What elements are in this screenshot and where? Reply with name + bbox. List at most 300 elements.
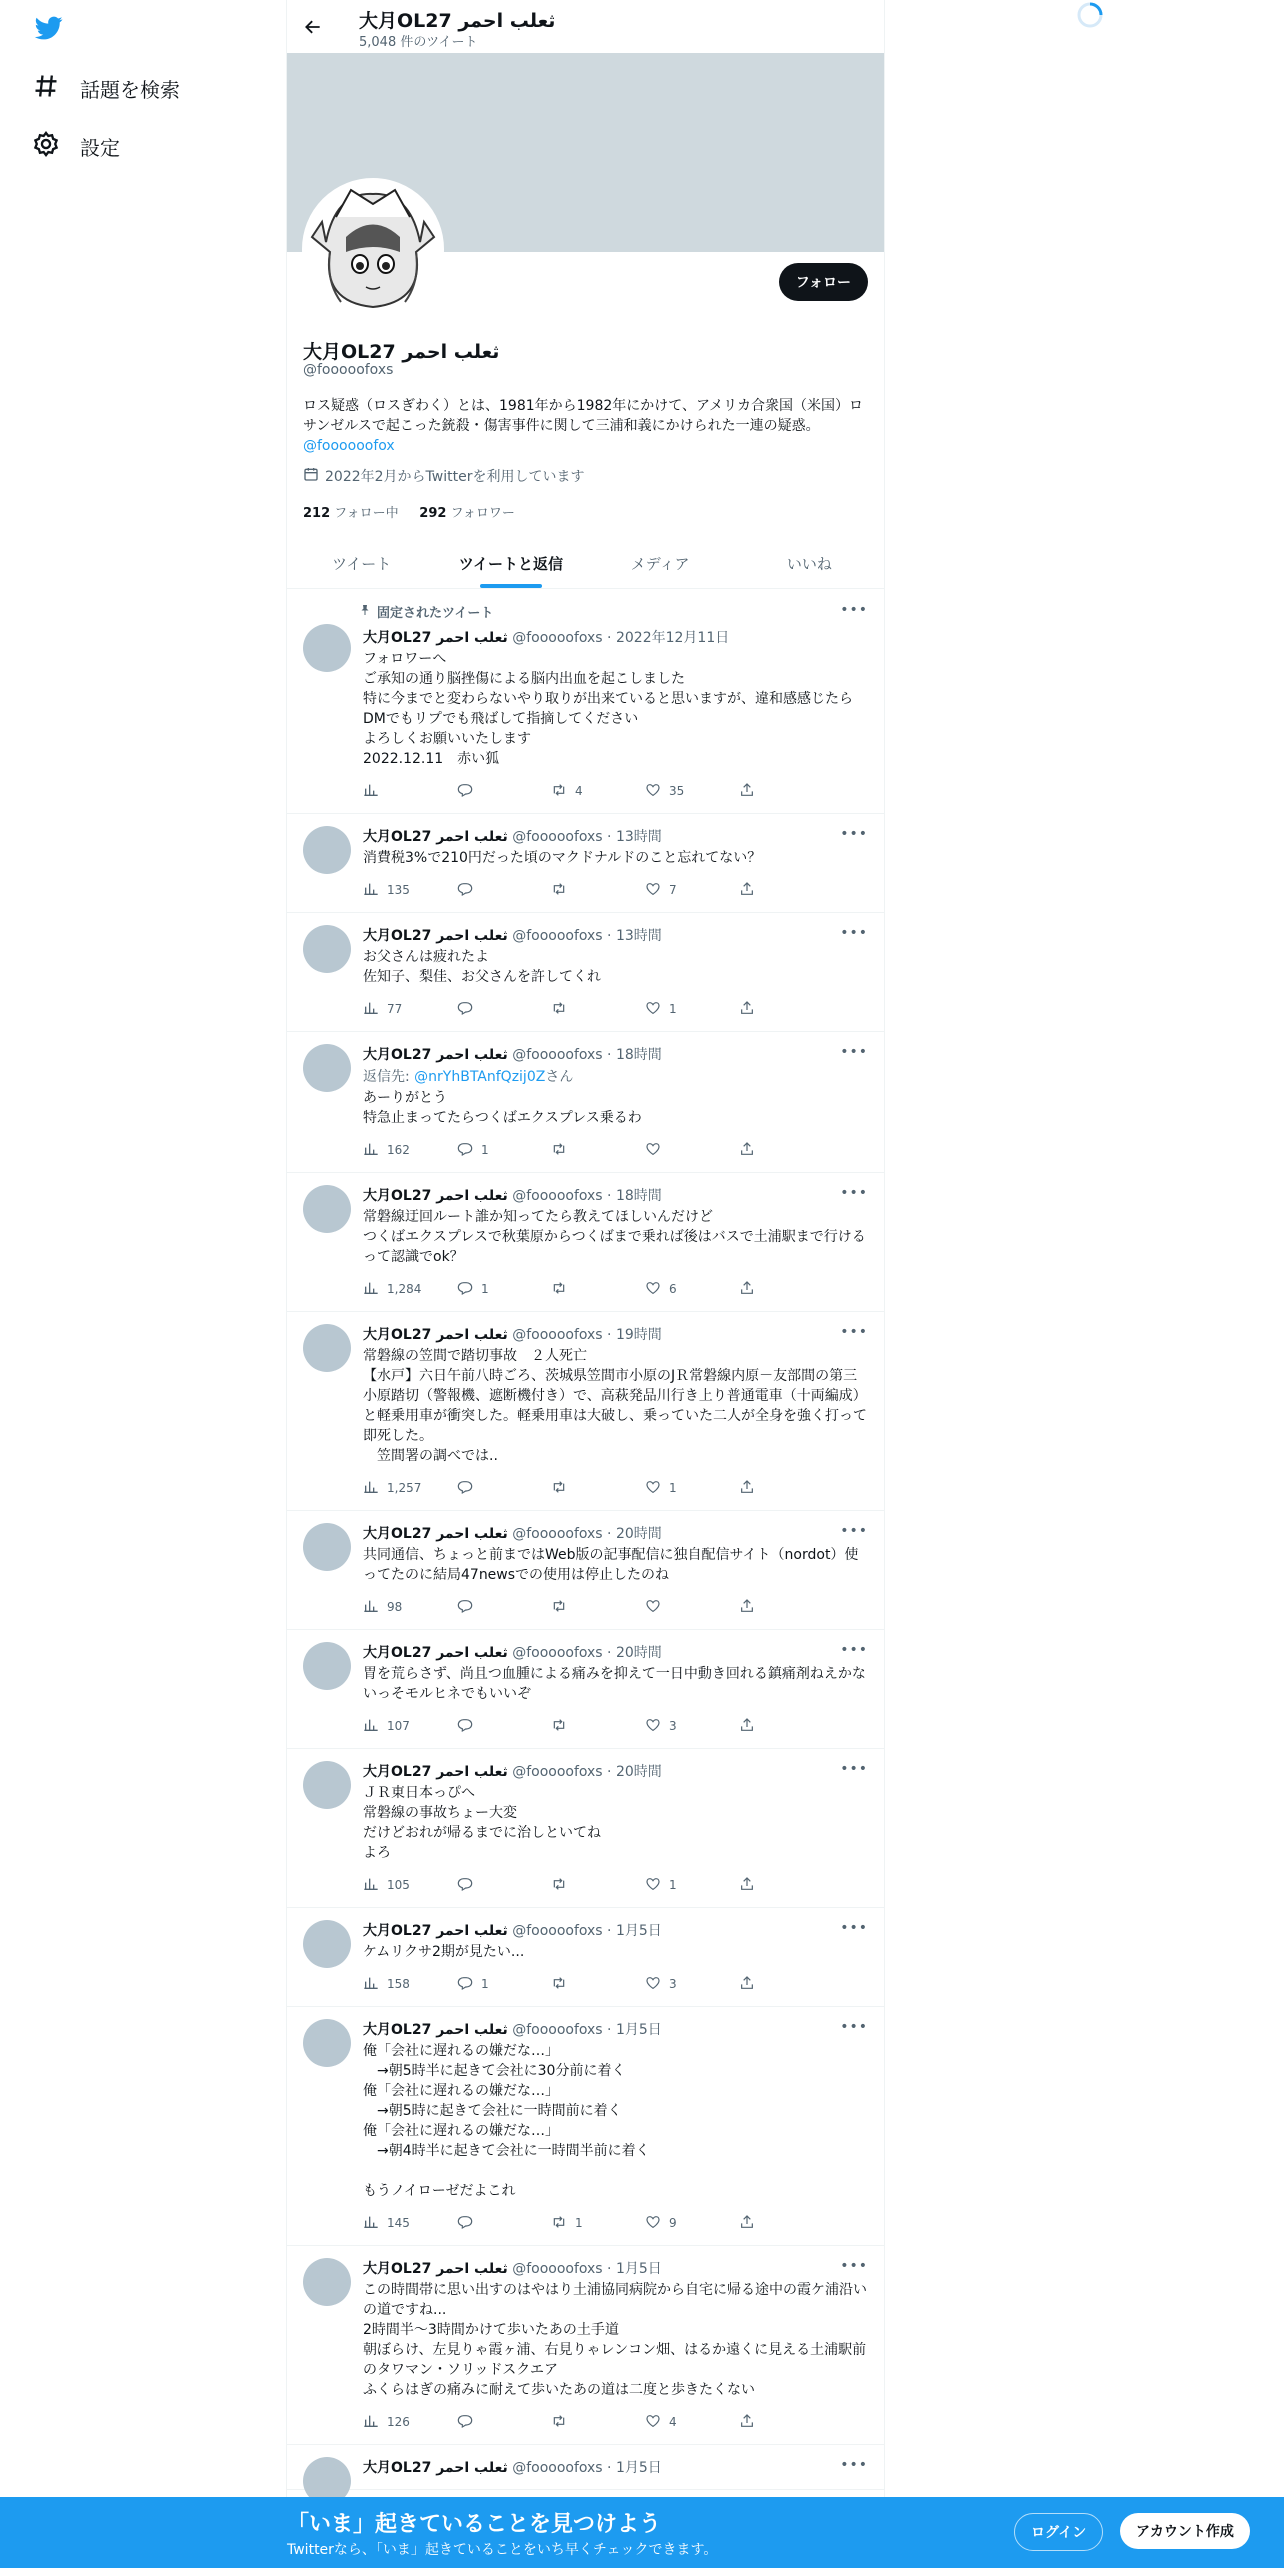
tweet-author-name[interactable]: 大月OL27 ثعلب احمر — [363, 1526, 508, 1542]
nav-explore[interactable] — [32, 72, 180, 105]
share-action[interactable] — [739, 1141, 769, 1160]
tweet-author-handle[interactable]: @fooooofoxs — [512, 2022, 603, 2038]
like-action[interactable] — [645, 1717, 739, 1736]
like-icon — [645, 2214, 661, 2233]
share-action[interactable] — [739, 1280, 769, 1299]
tweet-author-handle[interactable]: @fooooofoxs — [512, 2261, 603, 2277]
retweet-icon — [551, 2413, 567, 2432]
profile-joined — [303, 466, 584, 486]
more-options-icon[interactable]: ••• — [840, 1761, 868, 1777]
reply-to: 返信先: @nrYhBTAnfQzij0Zさん — [363, 1069, 574, 1085]
tweet-avatar[interactable] — [303, 2258, 351, 2306]
views-count: 105 — [387, 1878, 410, 1892]
reply-action[interactable] — [457, 2413, 551, 2432]
reply-action[interactable] — [457, 1876, 551, 1895]
signup-button[interactable]: アカウント作成 — [1120, 2513, 1250, 2549]
tweet-meta: 大月OL27 ثعلب احمر @fooooofoxs · 1月5日 — [363, 1923, 662, 1939]
tweet-text: お父さんは疲れたよ 佐知子、梨佳、お父さんを許してくれ — [363, 949, 601, 985]
follow-button[interactable]: フォロー — [779, 263, 868, 301]
retweet-action[interactable] — [551, 1479, 645, 1498]
following-label: フォロー中 — [330, 506, 399, 521]
views-count: 98 — [387, 1600, 403, 1614]
twitter-logo-icon[interactable] — [33, 14, 65, 46]
tab-likes[interactable]: いいね — [786, 555, 832, 573]
share-icon — [739, 1000, 755, 1019]
tweet-author-name[interactable]: 大月OL27 ثعلب احمر — [363, 2460, 508, 2476]
share-action[interactable] — [739, 1975, 769, 1994]
tweet-author-handle[interactable]: @fooooofoxs — [512, 928, 603, 944]
tweet-meta: 大月OL27 ثعلب احمر @fooooofoxs · 18時間 — [363, 1047, 662, 1063]
nav-settings-label: 設定 — [80, 136, 120, 160]
tweet-author-name[interactable]: 大月OL27 ثعلب احمر — [363, 1188, 508, 1204]
tweet-avatar[interactable] — [303, 1523, 351, 1571]
analytics-icon — [363, 1000, 379, 1019]
bio-mention-link[interactable]: @foooooofox — [303, 438, 395, 454]
share-icon — [739, 1141, 755, 1160]
reply-icon — [457, 1876, 473, 1895]
tweet[interactable] — [287, 1908, 884, 2007]
share-icon — [739, 782, 755, 801]
tweet-text: 共同通信、ちょっと前まではWeb版の記事配信に独自配信サイト（nordot）使ってたのに結局47newsでの使用は停止したのね — [363, 1547, 859, 1583]
views-action[interactable] — [363, 1141, 457, 1160]
retweet-action[interactable] — [551, 1280, 645, 1299]
views-count: 1,284 — [387, 1282, 422, 1296]
share-action[interactable] — [739, 1000, 769, 1019]
followers-count: 292 — [419, 506, 447, 521]
views-count: 77 — [387, 1002, 403, 1016]
reply-action[interactable] — [457, 1479, 551, 1498]
tweet-author-name[interactable]: 大月OL27 ثعلب احمر — [363, 829, 508, 845]
share-icon — [739, 1876, 755, 1895]
tweet-time[interactable]: 1月5日 — [615, 2022, 662, 2038]
gear-icon — [32, 130, 60, 163]
tweet[interactable] — [287, 2007, 884, 2246]
like-action[interactable] — [645, 1975, 739, 1994]
views-action[interactable] — [363, 1717, 457, 1736]
share-icon — [739, 2214, 755, 2233]
tweet-time[interactable]: 20時間 — [615, 1526, 662, 1542]
share-icon — [739, 1280, 755, 1299]
share-action[interactable] — [739, 2214, 769, 2233]
analytics-icon — [363, 1479, 379, 1498]
tweet-actions — [363, 2412, 803, 2432]
reply-icon — [457, 2214, 473, 2233]
share-icon — [739, 2413, 755, 2432]
reply-action[interactable] — [457, 1280, 551, 1299]
calendar-icon — [303, 466, 319, 486]
retweet-action[interactable] — [551, 1876, 645, 1895]
views-action[interactable] — [363, 881, 457, 900]
tweet[interactable] — [287, 1630, 884, 1749]
like-count: 1 — [669, 1481, 677, 1495]
followers-label: フォロワー — [446, 506, 515, 521]
views-count: 145 — [387, 2216, 410, 2230]
tweet-avatar[interactable] — [303, 1185, 351, 1233]
tweet-avatar[interactable] — [303, 826, 351, 874]
views-count: 107 — [387, 1719, 410, 1733]
like-icon — [645, 1975, 661, 1994]
tweet-avatar[interactable] — [303, 925, 351, 973]
tweet-author-handle[interactable]: @fooooofoxs — [512, 2460, 603, 2476]
tweet-time[interactable]: 1月5日 — [615, 2261, 662, 2277]
retweet-icon — [551, 1598, 567, 1617]
analytics-icon — [363, 1975, 379, 1994]
share-icon — [739, 1479, 755, 1498]
like-count: 3 — [669, 1719, 677, 1733]
share-action[interactable] — [739, 1876, 769, 1895]
reply-count: 1 — [481, 1977, 489, 1991]
tweet-author-name[interactable]: 大月OL27 ثعلب احمر — [363, 2261, 508, 2277]
following-link[interactable] — [303, 506, 399, 521]
analytics-icon — [363, 2413, 379, 2432]
reply-icon — [457, 1141, 473, 1160]
analytics-icon — [363, 1717, 379, 1736]
retweet-icon — [551, 1717, 567, 1736]
tweet-author-name[interactable]: 大月OL27 ثعلب احمر — [363, 1923, 508, 1939]
tab-tweets-and-replies[interactable]: ツイートと返信 — [436, 537, 585, 588]
tweet-time[interactable]: 18時間 — [615, 1188, 662, 1204]
tweet-time[interactable]: 20時間 — [615, 1764, 662, 1780]
tweet[interactable] — [287, 1173, 884, 1312]
views-action[interactable] — [363, 1280, 457, 1299]
reply-icon — [457, 1598, 473, 1617]
share-action[interactable] — [739, 782, 769, 801]
reply-icon — [457, 1717, 473, 1736]
retweet-icon — [551, 1479, 567, 1498]
views-count: 135 — [387, 883, 410, 897]
tweet-text: 常磐線の笠間で踏切事故 ２人死亡 【水戸】六日午前八時ごろ、茨城県笠間市小原のJＲ常磐線内原－友部間の第三小原踏切（警報機、遮断機付き）で、高萩発品川行き上り普通電車（十両編成）と軽乗用車が衝突した。軽乗用車は大破し、乗っていた二人が全身を強く打って即死した。 笠間署の調べでは.. — [363, 1348, 867, 1464]
header-title: 大月OL27 ثعلب احمر — [359, 10, 556, 32]
reply-icon — [457, 1975, 473, 1994]
profile-name: 大月OL27 ثعلب احمر — [303, 341, 500, 363]
tweet-actions — [363, 999, 803, 1019]
reply-action[interactable] — [457, 1598, 551, 1617]
like-count: 1 — [669, 1878, 677, 1892]
tweet-feed — [287, 590, 884, 2490]
retweet-action[interactable] — [551, 1141, 645, 1160]
retweet-action[interactable] — [551, 2214, 645, 2233]
like-action[interactable] — [645, 1598, 739, 1617]
tweet-time[interactable]: 13時間 — [615, 829, 662, 845]
tweet-text: フォロワーへ ご承知の通り脳挫傷による脳内出血を起こしました 特に今までと変わらないやり取りが出来ていると思いますが、違和感感じたらDMでもリプでも飛ばして指摘してください よろしくお願いいたします 2022.12.11 赤い狐 — [363, 651, 853, 767]
pin-icon — [359, 604, 371, 620]
tweet[interactable] — [287, 1032, 884, 1173]
like-count: 9 — [669, 2216, 677, 2230]
tweet[interactable] — [287, 2246, 884, 2445]
reply-action[interactable] — [457, 782, 551, 801]
share-action[interactable] — [739, 1479, 769, 1498]
tweet-text: ＪＲ東日本っぴへ 常磐線の事故ちょー大変 だけどおれが帰るまでに治しといてね よろ — [363, 1785, 601, 1861]
profile-tabs — [287, 537, 884, 589]
tweet-meta: 大月OL27 ثعلب احمر @fooooofoxs · 1月5日 — [363, 2460, 662, 2476]
more-options-icon[interactable]: ••• — [840, 1920, 868, 1936]
back-arrow-icon[interactable] — [303, 17, 323, 41]
share-icon — [739, 1717, 755, 1736]
tweet-author-name[interactable]: 大月OL27 ثعلب احمر — [363, 1764, 508, 1780]
analytics-icon — [363, 2214, 379, 2233]
like-count: 3 — [669, 1977, 677, 1991]
views-count: 1,257 — [387, 1481, 422, 1495]
tweet-author-handle[interactable]: @fooooofoxs — [512, 1645, 603, 1661]
tweet-actions — [363, 1140, 803, 1160]
analytics-icon — [363, 1598, 379, 1617]
like-count: 1 — [669, 1002, 677, 1016]
tweet[interactable] — [287, 1749, 884, 1908]
share-icon — [739, 1975, 755, 1994]
tweet-time[interactable]: 2022年12月11日 — [615, 630, 730, 646]
more-options-icon[interactable]: ••• — [840, 1523, 868, 1539]
like-icon — [645, 782, 661, 801]
more-options-icon[interactable]: ••• — [840, 602, 868, 618]
tweet[interactable] — [287, 814, 884, 913]
retweet-icon — [551, 2214, 567, 2233]
bottom-bar-title: 「いま」起きていることを見つけよう — [287, 2512, 662, 2537]
tweet-meta: 大月OL27 ثعلب احمر @fooooofoxs · 13時間 — [363, 928, 662, 944]
hashtag-icon — [32, 72, 60, 105]
analytics-icon — [363, 782, 379, 801]
retweet-action[interactable] — [551, 1000, 645, 1019]
like-count: 4 — [669, 2415, 677, 2429]
share-action[interactable] — [739, 1598, 769, 1617]
retweet-action[interactable] — [551, 1975, 645, 1994]
retweet-count: 1 — [575, 2216, 583, 2230]
pinned-label — [359, 602, 868, 621]
more-options-icon[interactable]: ••• — [840, 1185, 868, 1201]
views-action[interactable] — [363, 1876, 457, 1895]
like-icon — [645, 1717, 661, 1736]
tweet-author-handle[interactable]: @fooooofoxs — [512, 1526, 603, 1542]
tweet-actions — [363, 1478, 803, 1498]
tweet-meta: 大月OL27 ثعلب احمر @fooooofoxs · 1月5日 — [363, 2022, 662, 2038]
tweet-author-name[interactable]: 大月OL27 ثعلب احمر — [363, 1047, 508, 1063]
retweet-action[interactable] — [551, 2413, 645, 2432]
tweet-actions — [363, 781, 803, 801]
profile-stats — [303, 502, 515, 521]
tweet-time[interactable]: 18時間 — [615, 1047, 662, 1063]
retweet-action[interactable] — [551, 782, 645, 801]
like-action[interactable] — [645, 1000, 739, 1019]
like-icon — [645, 1479, 661, 1498]
analytics-icon — [363, 1141, 379, 1160]
tweet-actions — [363, 2213, 803, 2233]
retweet-icon — [551, 1141, 567, 1160]
tweet-meta: 大月OL27 ثعلب احمر @fooooofoxs · 20時間 — [363, 1645, 662, 1661]
views-action[interactable] — [363, 2214, 457, 2233]
login-button[interactable]: ログイン — [1014, 2513, 1103, 2551]
reply-icon — [457, 1280, 473, 1299]
tweet-time[interactable]: 13時間 — [615, 928, 662, 944]
tweet-meta: 大月OL27 ثعلب احمر @fooooofoxs · 2022年12月11日 — [363, 630, 730, 646]
retweet-icon — [551, 1876, 567, 1895]
following-count: 212 — [303, 506, 331, 521]
bottom-bar-subtitle: Twitterなら、「いま」起きていることをいち早くチェックできます。 — [287, 2542, 718, 2558]
like-action[interactable] — [645, 2413, 739, 2432]
profile-avatar[interactable] — [302, 178, 444, 320]
retweet-action[interactable] — [551, 1717, 645, 1736]
tweet-time[interactable]: 19時間 — [615, 1327, 662, 1343]
tweet-text: 俺「会社に遅れるの嫌だな…」 →朝5時半に起きて会社に30分前に着く 俺「会社に遅れるの嫌だな…」 →朝5時に起きて会社に一時間前に着く 俺「会社に遅れるの嫌だな…」 →朝4時半に起きて会社に一時間半前に着く もうノイローゼだよこれ — [363, 2043, 650, 2199]
tweet-author-name[interactable]: 大月OL27 ثعلب احمر — [363, 1645, 508, 1661]
share-icon — [739, 1598, 755, 1617]
like-action[interactable] — [645, 2214, 739, 2233]
like-icon — [645, 881, 661, 900]
tweet-author-name[interactable]: 大月OL27 ثعلب احمر — [363, 2022, 508, 2038]
reply-action[interactable] — [457, 1717, 551, 1736]
views-action[interactable] — [363, 1975, 457, 1994]
joined-text: 2022年2月からTwitterを利用しています — [325, 469, 585, 485]
views-action[interactable] — [363, 1000, 457, 1019]
followers-link[interactable] — [419, 506, 515, 521]
tweet-text: ケムリクサ2期が見たい... — [363, 1944, 525, 1960]
share-action[interactable] — [739, 1717, 769, 1736]
like-action[interactable] — [645, 881, 739, 900]
tweet-text: 胃を荒らさず、尚且つ血腫による痛みを抑えて一日中動き回れる鎮痛剤ねえかな いっそモルヒネでもいいぞ — [363, 1666, 866, 1702]
more-options-icon[interactable]: ••• — [840, 925, 868, 941]
retweet-action[interactable] — [551, 881, 645, 900]
more-options-icon[interactable]: ••• — [840, 2019, 868, 2035]
like-count: 6 — [669, 1282, 677, 1296]
tweet-meta: 大月OL27 ثعلب احمر @fooooofoxs · 20時間 — [363, 1526, 662, 1542]
tweet[interactable] — [287, 590, 884, 814]
views-action[interactable] — [363, 2413, 457, 2432]
like-action[interactable] — [645, 782, 739, 801]
nav-explore-label: 話題を検索 — [80, 78, 180, 102]
retweet-icon — [551, 881, 567, 900]
tweet-text: この時間帯に思い出すのはやはり土浦協同病院から自宅に帰る途中の霞ケ浦沿いの道ですね... 2時間半～3時間かけて歩いたあの土手道 朝ぼらけ、左見りゃ霞ヶ浦、右見りゃレンコン畑、はるか遠くに見える土浦駅前のタワマン・ソリッドスクエア ふくらはぎの痛みに耐えて歩いたあの道は二度と歩きたくない — [363, 2282, 867, 2398]
retweet-icon — [551, 782, 567, 801]
tweet-actions — [363, 1974, 803, 1994]
tweet[interactable] — [287, 1312, 884, 1511]
reply-action[interactable] — [457, 2214, 551, 2233]
profile-header-bar — [287, 0, 884, 53]
tweet-author-name[interactable]: 大月OL27 ثعلب احمر — [363, 928, 508, 944]
tweet-actions — [363, 1279, 803, 1299]
tweet[interactable] — [287, 1511, 884, 1630]
nav-settings[interactable] — [32, 130, 120, 163]
tweet-avatar[interactable] — [303, 2019, 351, 2067]
views-action[interactable] — [363, 1598, 457, 1617]
tweet-avatar[interactable] — [303, 624, 351, 672]
profile-handle: @fooooofoxs — [303, 362, 394, 378]
share-action[interactable] — [739, 2413, 769, 2432]
reply-count: 1 — [481, 1282, 489, 1296]
like-action[interactable] — [645, 1141, 739, 1160]
like-count: 7 — [669, 883, 677, 897]
profile-column — [286, 0, 885, 2568]
tweet[interactable] — [287, 2445, 884, 2490]
tweet-author-handle[interactable]: @fooooofoxs — [512, 1327, 603, 1343]
tweet-meta: 大月OL27 ثعلب احمر @fooooofoxs · 13時間 — [363, 829, 662, 845]
reply-action[interactable] — [457, 1975, 551, 1994]
tweet-text: あーりがとう 特急止まってたらつくばエクスプレス乗るわ — [363, 1090, 642, 1126]
tweet-meta: 大月OL27 ثعلب احمر @fooooofoxs · 1月5日 — [363, 2261, 662, 2277]
reply-action[interactable] — [457, 1141, 551, 1160]
like-action[interactable] — [645, 1876, 739, 1895]
tweet-author-name[interactable]: 大月OL27 ثعلب احمر — [363, 1327, 508, 1343]
retweet-icon — [551, 1280, 567, 1299]
more-options-icon[interactable]: ••• — [840, 1642, 868, 1658]
tweet-author-handle[interactable]: @fooooofoxs — [512, 1188, 603, 1204]
tweet-author-name[interactable]: 大月OL27 ثعلب احمر — [363, 630, 508, 646]
reply-icon — [457, 782, 473, 801]
more-options-icon[interactable]: ••• — [840, 2457, 868, 2473]
tweet-avatar[interactable] — [303, 1761, 351, 1809]
like-action[interactable] — [645, 1479, 739, 1498]
analytics-icon — [363, 1280, 379, 1299]
more-options-icon[interactable]: ••• — [840, 2258, 868, 2274]
tweet-time[interactable]: 1月5日 — [615, 1923, 662, 1939]
bio-text: ロス疑惑（ロスぎわく）とは、1981年から1982年にかけて、アメリカ合衆国（米国）ロサンゼルスで起こった銃殺・傷害事件に関して三浦和義にかけられた一連の疑惑。 — [303, 398, 863, 434]
tweet-author-handle[interactable]: @fooooofoxs — [512, 1923, 603, 1939]
tweet-meta: 大月OL27 ثعلب احمر @fooooofoxs · 18時間 — [363, 1188, 662, 1204]
reply-to-link[interactable]: @nrYhBTAnfQzij0Z — [414, 1069, 546, 1085]
reply-icon — [457, 2413, 473, 2432]
header-tweet-count: 5,048 件のツイート — [359, 35, 478, 50]
retweet-count: 4 — [575, 784, 583, 798]
tweet-avatar[interactable] — [303, 1324, 351, 1372]
tweet-avatar[interactable] — [303, 1044, 351, 1092]
tweet-avatar[interactable] — [303, 1642, 351, 1690]
like-icon — [645, 1141, 661, 1160]
like-action[interactable] — [645, 1280, 739, 1299]
tweet-author-handle[interactable]: @fooooofoxs — [512, 829, 603, 845]
like-count: 35 — [669, 784, 685, 798]
tweet-meta: 大月OL27 ثعلب احمر @fooooofoxs · 19時間 — [363, 1327, 662, 1343]
tweet-avatar[interactable] — [303, 1920, 351, 1968]
reply-icon — [457, 1479, 473, 1498]
like-icon — [645, 1280, 661, 1299]
views-count: 126 — [387, 2415, 410, 2429]
retweet-icon — [551, 1975, 567, 1994]
tweet-time[interactable]: 20時間 — [615, 1645, 662, 1661]
like-icon — [645, 2413, 661, 2432]
tweet-text: 消費税3%で210円だった頃のマクドナルドのこと忘れてない？ — [363, 850, 762, 866]
views-action[interactable] — [363, 782, 457, 801]
tweet-actions — [363, 1716, 803, 1736]
tweet-meta: 大月OL27 ثعلب احمر @fooooofoxs · 20時間 — [363, 1764, 662, 1780]
views-action[interactable] — [363, 1479, 457, 1498]
more-options-icon[interactable]: ••• — [840, 826, 868, 842]
reply-action[interactable] — [457, 1000, 551, 1019]
reply-count: 1 — [481, 1143, 489, 1157]
retweet-icon — [551, 1000, 567, 1019]
reply-action[interactable] — [457, 881, 551, 900]
tweet-text: 常磐線迂回ルート誰か知ってたら教えてほしいんだけど つくばエクスプレスで秋葉原からつくばまで乗れば後はバスで土浦駅まで行けるって認識でok？ — [363, 1209, 866, 1265]
retweet-action[interactable] — [551, 1598, 645, 1617]
like-icon — [645, 1000, 661, 1019]
tweet-actions — [363, 1875, 803, 1895]
loading-spinner-icon — [1075, 0, 1105, 30]
tweet-author-handle[interactable]: @fooooofoxs — [512, 1764, 603, 1780]
tweet-actions — [363, 1597, 803, 1617]
pinned-label-text: 固定されたツイート — [377, 606, 494, 621]
views-count: 162 — [387, 1143, 410, 1157]
analytics-icon — [363, 1876, 379, 1895]
tweet-time[interactable]: 1月5日 — [615, 2460, 662, 2476]
reply-icon — [457, 1000, 473, 1019]
tweet-author-handle[interactable]: @fooooofoxs — [512, 1047, 603, 1063]
tweet[interactable] — [287, 913, 884, 1032]
tweet-author-handle[interactable]: @fooooofoxs — [512, 630, 603, 646]
tab-tweets[interactable]: ツイート — [331, 555, 392, 573]
like-icon — [645, 1598, 661, 1617]
share-action[interactable] — [739, 881, 769, 900]
profile-bio — [303, 396, 871, 456]
tab-media[interactable]: メディア — [630, 555, 690, 573]
more-options-icon[interactable]: ••• — [840, 1044, 868, 1060]
analytics-icon — [363, 881, 379, 900]
more-options-icon[interactable]: ••• — [840, 1324, 868, 1340]
